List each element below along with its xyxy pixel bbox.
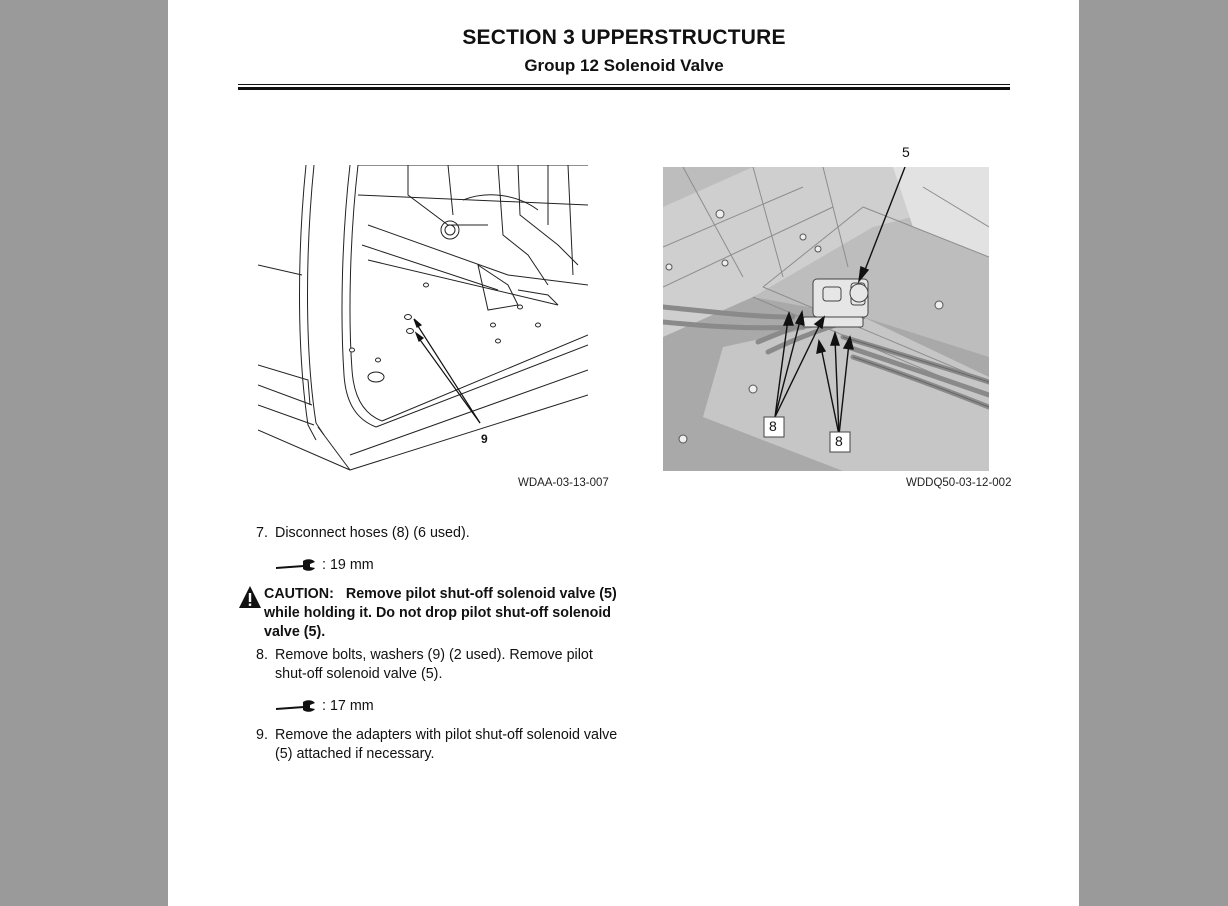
solenoid-valve-illustration [663, 167, 989, 471]
page-header [238, 24, 1010, 78]
wrench-spec-17 [238, 696, 618, 716]
spec-text: : 17 mm [322, 697, 374, 714]
manual-page [168, 0, 1079, 906]
callout-5: 5 [902, 144, 910, 160]
callout-9: 9 [481, 432, 488, 446]
spec-text: : 19 mm [322, 556, 374, 573]
step-number: 8. [256, 647, 268, 663]
cab-floor-illustration [258, 165, 588, 472]
caution-label: CAUTION: [264, 586, 334, 602]
group-title: Group 12 Solenoid Valve [524, 56, 724, 75]
section-title: SECTION 3 UPPERSTRUCTURE [462, 26, 786, 49]
figure-caption-left: WDAA-03-13-007 [518, 477, 609, 489]
warning-triangle-icon [238, 585, 262, 609]
step-text: Remove bolts, washers (9) (2 used). Remove pilot shut-off solenoid valve (5). [275, 647, 593, 682]
figure-solenoid-valve [663, 144, 989, 471]
step-8 [238, 646, 618, 684]
step-9 [238, 726, 618, 764]
wrench-icon [274, 558, 316, 572]
header-rule-thin [238, 84, 1010, 85]
header-rule-thick [238, 87, 1010, 90]
procedure-steps [238, 524, 618, 764]
figure-cab-floor [258, 165, 588, 472]
figure-caption-right: WDDQ50-03-12-002 [906, 477, 1012, 489]
step-text: Disconnect hoses (8) (6 used). [275, 525, 470, 541]
step-number: 7. [256, 525, 268, 541]
step-text: Remove the adapters with pilot shut-off solenoid valve (5) attached if necessary. [275, 727, 618, 762]
callout-8-right: 8 [835, 433, 843, 449]
callout-8-left: 8 [769, 418, 777, 434]
step-number: 9. [256, 727, 268, 743]
wrench-spec-19 [238, 555, 618, 575]
caution-text: Remove pilot shut-off solenoid valve (5) while holding it. Do not drop pilot shut-off solenoid valve (5). [264, 586, 617, 640]
wrench-icon [274, 699, 316, 713]
step-7 [238, 524, 618, 543]
caution-block [238, 585, 618, 642]
